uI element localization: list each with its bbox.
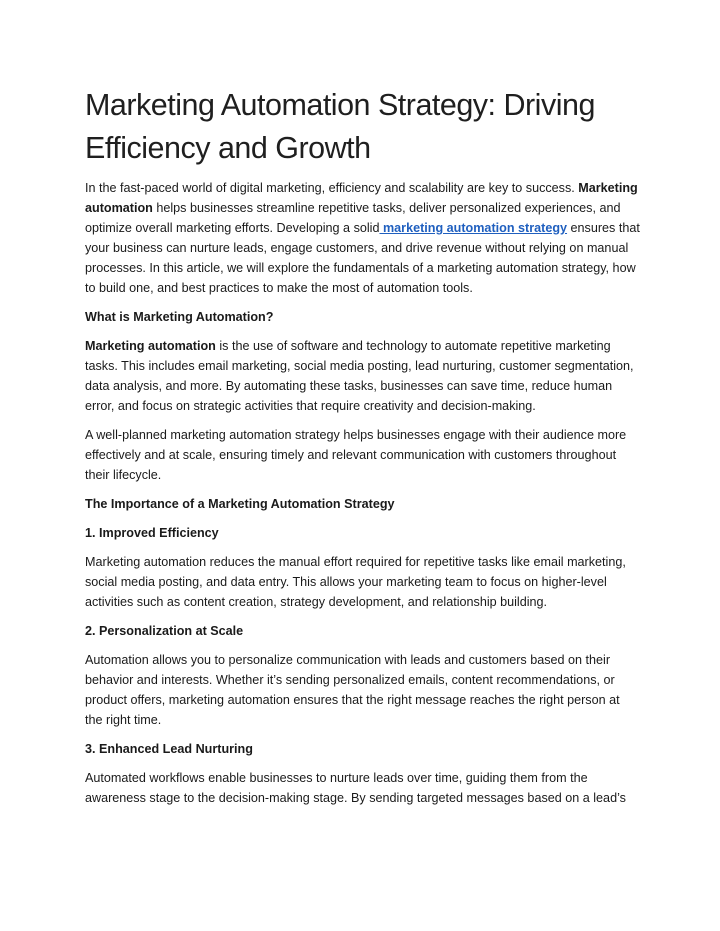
heading-importance: The Importance of a Marketing Automation Strategy (85, 497, 395, 511)
what-is-paragraph-1 (85, 336, 640, 416)
what-is-text: is the use of software and technology to automate repetitive marketing tasks. This includes email marketing, social media posting, lead nurturing, customer segmentation, data analysis, and more. By automating these tasks, businesses can save time, reduce human error, and focus on strategic activities that require creativity and decision-making. (85, 339, 634, 413)
improved-efficiency-paragraph: Marketing automation reduces the manual effort required for repetitive tasks like email marketing, social media posting, and data entry. This allows your marketing team to focus on higher-level activities such as content creation, strategy development, and relationship building. (85, 555, 626, 609)
intro-text-3: ensures that your business can nurture leads, engage customers, and drive revenue without relying on manual processes. In this article, we will explore the fundamentals of a marketing automation strategy, how to build one, and best practices to make the most of automation tools. (85, 221, 640, 295)
what-is-bold-term: Marketing automation (85, 339, 216, 353)
page-title: Marketing Automation Strategy: Driving Efficiency and Growth (85, 88, 595, 165)
heading-what-is: What is Marketing Automation? (85, 310, 274, 324)
heading-improved-efficiency: 1. Improved Efficiency (85, 526, 219, 540)
heading-personalization: 2. Personalization at Scale (85, 624, 244, 638)
intro-paragraph (85, 178, 640, 298)
intro-bold-term: Marketing automation (85, 181, 638, 215)
lead-nurturing-paragraph: Automated workflows enable businesses to nurture leads over time, guiding them from the awareness stage to the decision-making stage. By sending targeted messages based on a lead’s (85, 771, 626, 805)
intro-text-2: helps businesses streamline repetitive tasks, deliver personalized experiences, and optimize overall marketing efforts. Developing a solid (85, 201, 621, 235)
document-page (85, 84, 640, 808)
what-is-paragraph-2: A well-planned marketing automation strategy helps businesses engage with their audience more effectively and at scale, ensuring timely and relevant communication with customers throughout their lifecycle. (85, 428, 627, 482)
marketing-automation-strategy-link[interactable]: marketing automation strategy (379, 221, 568, 235)
personalization-paragraph: Automation allows you to personalize communication with leads and customers based on their behavior and interests. Whether it’s sending personalized emails, content recommendations, or product offers, marketing automation ensures that the right message reaches the right person at the right time. (85, 653, 620, 727)
heading-lead-nurturing: 3. Enhanced Lead Nurturing (85, 742, 253, 756)
intro-text-1: In the fast-paced world of digital marketing, efficiency and scalability are key to success. (85, 181, 579, 195)
